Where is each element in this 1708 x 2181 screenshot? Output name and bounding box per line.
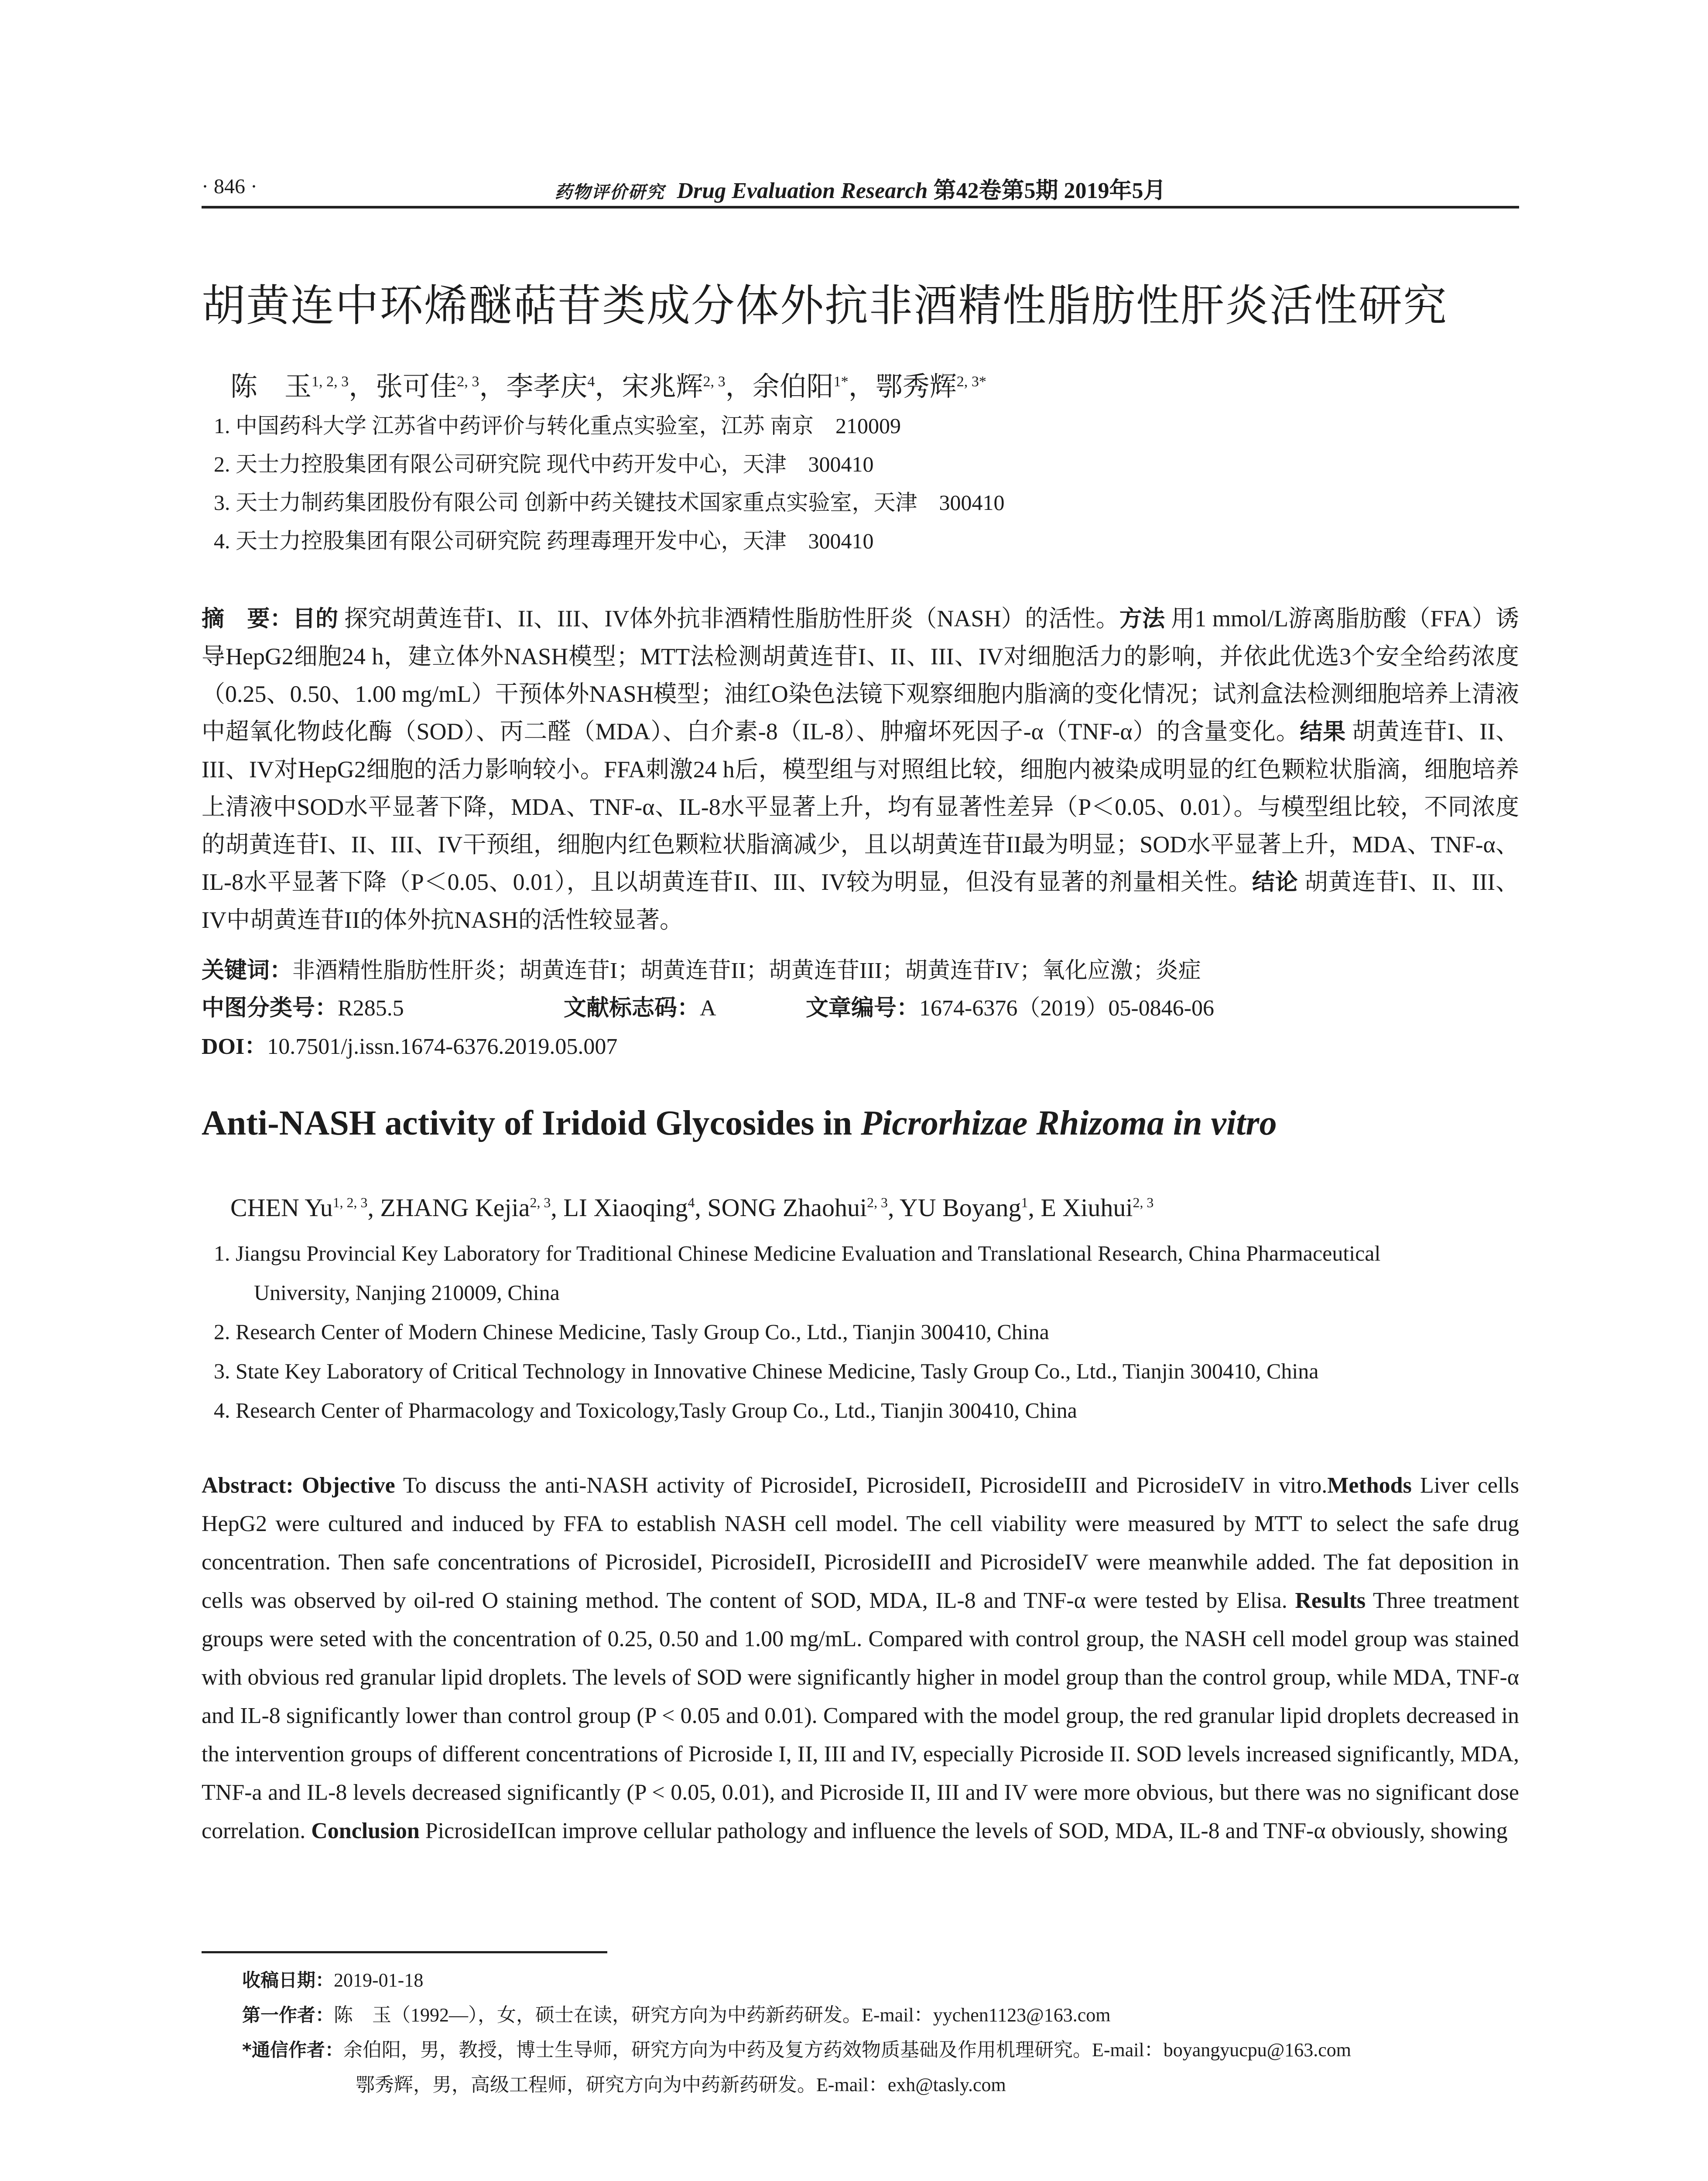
en-affiliations: [214, 1234, 1523, 1430]
article-no-value: 1674-6376（2019）05-0846-06: [919, 996, 1214, 1021]
affiliation: 4. Research Center of Pharmacology and Toxicology,Tasly Group Co., Ltd., Tianjin 300410, China: [214, 1398, 1077, 1422]
corresponding-label: *通信作者：: [242, 2039, 343, 2061]
en-title: [202, 1104, 1277, 1143]
author-sup: 2, 3: [530, 1195, 551, 1210]
author: LI Xiaoqing: [563, 1193, 688, 1222]
methods-label: Methods: [1327, 1473, 1412, 1498]
author-sup: 1: [1021, 1195, 1028, 1210]
author: 陈 玉: [230, 372, 312, 402]
doc-code-label: 文献标志码：: [564, 995, 700, 1021]
affiliation: 2. Research Center of Modern Chinese Medicine, Tasly Group Co., Ltd., Tianjin 300410, China: [214, 1320, 1049, 1344]
author: ZHANG Kejia: [380, 1193, 530, 1222]
doi-line: [202, 1028, 617, 1060]
author: 余伯阳: [752, 372, 834, 402]
corresponding-info: 余伯阳，男，教授，博士生导师，研究方向为中药及复方药效物质基础及作用机理研究。E-mail：boyangyucpu@163.com: [343, 2039, 1352, 2061]
author-sup: 2, 3: [703, 373, 726, 390]
cn-abstract: [202, 600, 1519, 939]
abstract-label: Abstract:: [202, 1473, 294, 1498]
en-title-main: Anti-NASH activity of Iridoid Glycosides in: [202, 1104, 861, 1142]
author: 宋兆辉: [622, 372, 703, 402]
footnote-rule: [202, 1951, 607, 1953]
page-number: · 846 ·: [202, 175, 257, 198]
objective-label: Objective: [301, 1473, 395, 1498]
affiliation: 2. 天士力控股集团有限公司研究院 现代中药开发中心，天津 300410: [214, 452, 874, 476]
results-label: 结果: [1300, 719, 1346, 745]
author-sup: 1, 2, 3: [311, 373, 349, 390]
en-abstract: [202, 1467, 1519, 1850]
cn-affiliations: [214, 407, 1005, 560]
classification-line: [202, 989, 1519, 1022]
conclusion-label: 结论: [1252, 869, 1298, 896]
cn-title: 胡黄连中环烯醚萜苷类成分体外抗非酒精性脂肪性肝炎活性研究: [202, 280, 1448, 331]
affiliation: 3. State Key Laboratory of Critical Technology in Innovative Chinese Medicine, Tasly Group Co., Ltd., Tianjin 300410, China: [214, 1359, 1319, 1383]
author-sup: 2, 3: [457, 373, 479, 390]
doc-code-value: A: [700, 996, 716, 1021]
conclusion-text: 胡黄连苷I、II、III、IV中胡黄连苷II的体外抗NASH的活性较显著。: [202, 869, 1520, 933]
author-sup: 1, 2, 3: [332, 1195, 368, 1210]
author-sup: 1*: [833, 373, 849, 390]
results-text: Three treatment groups were seted with the concentration of 0.25, 0.50 and 1.00 mg/mL. Compared with control group, the NASH cell model group was stained with obvious red granular lipid droplets. The levels of SOD were significantly higher in model group than the control group, while MDA, TNF-α and IL-8 significantly lower than control group (P < 0.05 and 0.01). Compared with the model group, the red granular lipid droplets decreased in the intervention groups of different concentrations of Picroside I, II, III and IV, especially Picroside II. SOD levels increased significantly, MDA, TNF-a and IL-8 levels decreased significantly (P < 0.05, 0.01), and Picroside II, III and IV were more obvious, but there was no significant dose correlation.: [202, 1588, 1520, 1843]
article-no-label: 文章编号：: [806, 995, 920, 1021]
received-date: 2019-01-18: [334, 1969, 424, 1991]
objective-text: To discuss the anti-NASH activity of PicrosideI, PicrosideII, PicrosideIII and PicrosideIV in vitro.: [403, 1473, 1328, 1498]
author: CHEN Yu: [230, 1193, 333, 1222]
affiliation: 3. 天士力制药集团股份有限公司 创新中药关键技术国家重点实验室，天津 300410: [214, 490, 1005, 515]
author-sup: 2, 3: [1133, 1195, 1154, 1210]
methods-text: Liver cells HepG2 were cultured and induced by FFA to establish NASH cell model. The cell viability were measured by MTT to select the safe drug concentration. Then safe concentrations of PicrosideI, PicrosideII, PicrosideIII and PicrosideIV were meanwhile added. The fat deposition in cells was observed by oil-red O staining method. The content of SOD, MDA, IL-8 and TNF-α were tested by Elisa.: [202, 1473, 1519, 1613]
received-line: [242, 1963, 1529, 1998]
clc-value: R285.5: [338, 996, 404, 1021]
footnotes: [242, 1963, 1529, 2102]
keywords: 非酒精性脂肪性肝炎；胡黄连苷I；胡黄连苷II；胡黄连苷III；胡黄连苷IV；氧化应激；炎症: [292, 958, 1201, 983]
results-text: 胡黄连苷I、II、III、IV对HepG2细胞的活力影响较小。FFA刺激24 h后，模型组与对照组比较，细胞内被染成明显的红色颗粒状脂滴，细胞培养上清液中SOD水平显著下降，MDA、TNF-α、IL-8水平显著上升，均有显著性差异（P＜0.05、0.01）。与模型组比较，不同浓度的胡黄连苷I、II、III、IV干预组，细胞内红色颗粒状脂滴减少，且以胡黄连苷II最为明显；SOD水平显著上升，MDA、TNF-α、IL-8水平显著下降（P＜0.05、0.01），且以胡黄连苷II、III、IV较为明显，但没有显著的剂量相关性。: [202, 718, 1519, 895]
keywords-label: 关键词：: [202, 957, 293, 984]
doc-code-group: [564, 989, 716, 1022]
article-no-group: [806, 989, 1214, 1022]
doi-link[interactable]: 10.7501/j.issn.1674-6376.2019.05.007: [267, 1034, 618, 1059]
objective-label: 目的: [292, 606, 339, 632]
journal-header: [202, 172, 1519, 205]
journal-logo: 药物评价研究: [555, 182, 665, 202]
corresponding-line: [242, 2033, 1529, 2068]
conclusion-label: Conclusion: [311, 1819, 420, 1843]
corresponding-line-2: 鄂秀辉，男，高级工程师，研究方向为中药新药研发。E-mail：exh@tasly.com: [356, 2074, 1006, 2096]
affiliation: 1. Jiangsu Provincial Key Laboratory for Traditional Chinese Medicine Evaluation and Translational Research, China Pharmaceutical: [214, 1241, 1381, 1265]
author-sup: 4: [587, 373, 595, 390]
methods-label: 方法: [1119, 606, 1165, 632]
author: 鄂秀辉: [875, 372, 957, 402]
cn-authors: 陈 玉$^{1, 2, 3}$，张可佳$^{2, 3}$，李孝庆$^4$，宋兆辉$^{2, 3}$，余伯阳$^{1*}$，鄂秀辉$^{2, 3*}$: [230, 372, 986, 402]
en-authors: CHEN Yu$^{1, 2, 3}$, ZHANG Kejia$^{2, 3}$, LI Xiaoqing$^4$, SONG Zhaohui$^{2, 3}$, YU Boyang$^1$, E Xiuhui$^{2, 3}$: [230, 1193, 1154, 1222]
received-label: 收稿日期：: [242, 1969, 334, 1991]
affiliation-continued: University, Nanjing 210009, China: [254, 1280, 560, 1305]
author-sup: 2, 3: [867, 1195, 888, 1210]
methods-text: 用1 mmol/L游离脂肪酸（FFA）诱导HepG2细胞24 h，建立体外NASH模型；MTT法检测胡黄连苷I、II、III、IV对细胞活力的影响，并依此优选3个安全给药浓度（0.25、0.50、1.00 mg/mL）干预体外NASH模型；油红O染色法镜下观察细胞内脂滴的变化情况；试剂盒法检测细胞培养上清液中超氧化物歧化酶（SOD）、丙二醛（MDA）、白介素-8（IL-8）、肿瘤坏死因子-α（TNF-α）的含量变化。: [202, 605, 1519, 745]
affiliation: 1. 中国药科大学 江苏省中药评价与转化重点实验室，江苏 南京 210009: [214, 414, 901, 438]
keywords-line: [202, 952, 1201, 985]
affiliation: 4. 天士力控股集团有限公司研究院 药理毒理开发中心，天津 300410: [214, 529, 874, 553]
results-label: Results: [1295, 1588, 1366, 1613]
author-sup: 2, 3*: [956, 373, 986, 390]
author: 张可佳: [376, 372, 457, 402]
author: 李孝庆: [506, 372, 588, 402]
author: SONG Zhaohui: [707, 1193, 867, 1222]
running-header: [202, 171, 1519, 209]
objective-text: 探究胡黄连苷I、II、III、IV体外抗非酒精性脂肪性肝炎（NASH）的活性。: [344, 605, 1119, 632]
conclusion-text: PicrosideIIcan improve cellular pathology and influence the levels of SOD, MDA, IL-8 and TNF-α obviously, showing: [425, 1819, 1508, 1843]
doi-label: DOI：: [202, 1034, 267, 1059]
first-author-label: 第一作者：: [242, 2004, 334, 2026]
journal-name: Drug Evaluation Research: [677, 178, 928, 203]
author: E Xiuhui: [1041, 1193, 1133, 1222]
first-author-info: 陈 玉（1992—），女，硕士在读，研究方向为中药新药研发。E-mail：yychen1123@163.com: [334, 2004, 1111, 2026]
en-title-italic: Picrorhizae Rhizoma in vitro: [861, 1104, 1277, 1142]
author: YU Boyang: [899, 1193, 1021, 1222]
clc-label: 中图分类号：: [202, 995, 338, 1021]
abstract-label: 摘 要：: [202, 606, 293, 632]
author-sup: 4: [688, 1195, 695, 1210]
journal-issue: 第42卷第5期 2019年5月: [933, 178, 1166, 203]
first-author-line: [242, 1998, 1529, 2033]
